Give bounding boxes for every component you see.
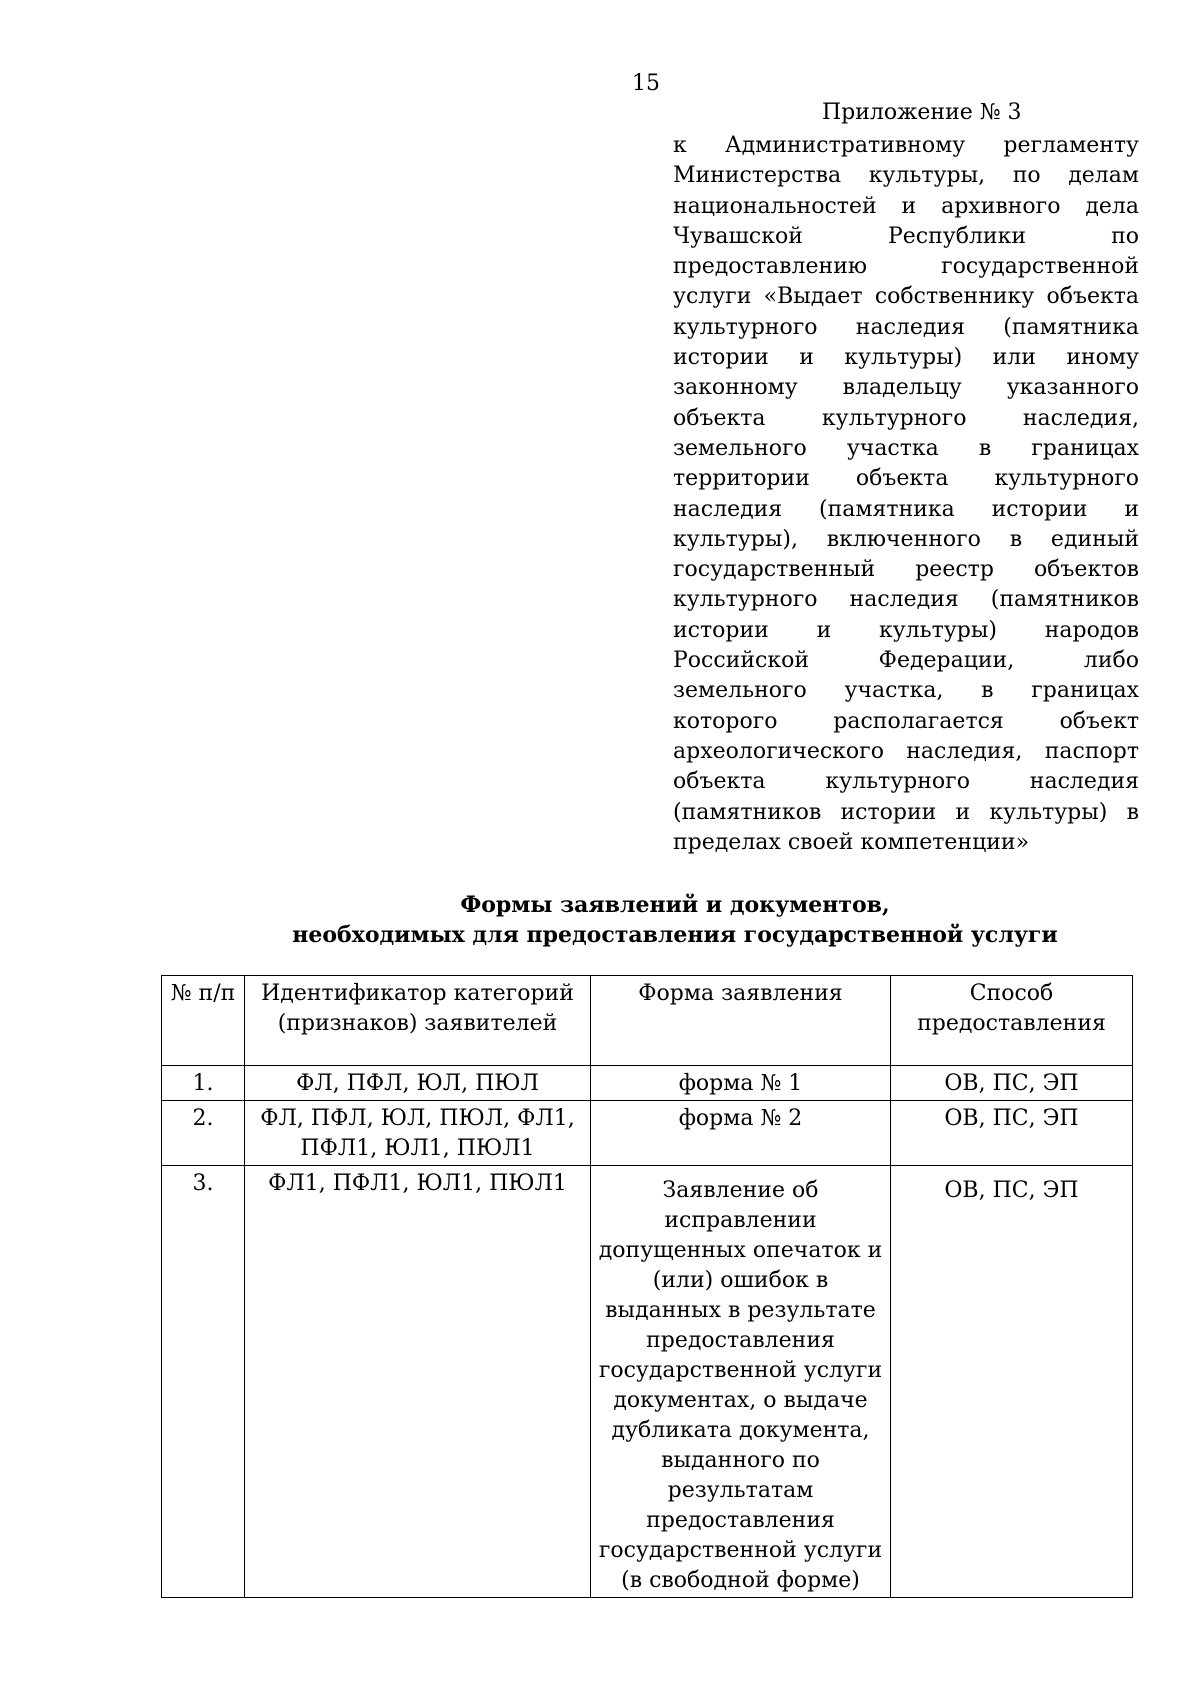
row-form: Заявление об исправлении допущенных опечаток и (или) ошибок в выданных в результате предоставления государственной услуги документах, о выдаче дубликата документа, выданного по результатам предоставления государственной услуги (в свободной форме) bbox=[591, 1166, 891, 1598]
header-form: Форма заявления bbox=[591, 976, 891, 1066]
row-method: ОВ, ПС, ЭП bbox=[891, 1101, 1133, 1166]
row-form: форма № 2 bbox=[591, 1101, 891, 1166]
header-number: № п/п bbox=[162, 976, 245, 1066]
appendix-title: Приложение № 3 bbox=[822, 100, 1022, 125]
row-number: 1. bbox=[162, 1066, 245, 1101]
section-heading bbox=[160, 890, 1190, 950]
row-form: форма № 1 bbox=[591, 1066, 891, 1101]
row-number: 2. bbox=[162, 1101, 245, 1166]
table-row bbox=[162, 1101, 1133, 1166]
section-heading-line-2: необходимых для предоставления государственной услуги bbox=[292, 922, 1058, 948]
header-categories: Идентификатор категорий (признаков) заявителей bbox=[245, 976, 591, 1066]
table-header-row bbox=[162, 976, 1133, 1066]
row-categories: ФЛ1, ПФЛ1, ЮЛ1, ПЮЛ1 bbox=[245, 1166, 591, 1598]
row-method: ОВ, ПС, ЭП bbox=[891, 1066, 1133, 1101]
row-number: 3. bbox=[162, 1166, 245, 1598]
forms-table bbox=[161, 975, 1133, 1598]
row-categories: ФЛ, ПФЛ, ЮЛ, ПЮЛ bbox=[245, 1066, 591, 1101]
header-method: Способ предоставления bbox=[891, 976, 1133, 1066]
table-row bbox=[162, 1166, 1133, 1598]
table-row bbox=[162, 1066, 1133, 1101]
section-heading-line-1: Формы заявлений и документов, bbox=[460, 892, 890, 918]
row-categories: ФЛ, ПФЛ, ЮЛ, ПЮЛ, ФЛ1, ПФЛ1, ЮЛ1, ПЮЛ1 bbox=[245, 1101, 591, 1166]
page-number: 15 bbox=[632, 71, 660, 96]
row-method: ОВ, ПС, ЭП bbox=[891, 1166, 1133, 1598]
appendix-text: к Административному регламенту Министерства культуры, по делам национальностей и архивного дела Чувашской Республики по предоставлению государственной услуги «Выдает собственнику объекта культурного наследия (памятника истории и культуры) или иному законному владельцу указанного объекта культурного наследия, земельного участка в границах территории объекта культурного наследия (памятника истории и культуры), включенного в единый государственный реестр объектов культурного наследия (памятников истории и культуры) народов Российской Федерации, либо земельного участка, в границах которого располагается объект археологического наследия, паспорт объекта культурного наследия (памятников истории и культуры) в пределах своей компетенции» bbox=[673, 133, 1139, 855]
